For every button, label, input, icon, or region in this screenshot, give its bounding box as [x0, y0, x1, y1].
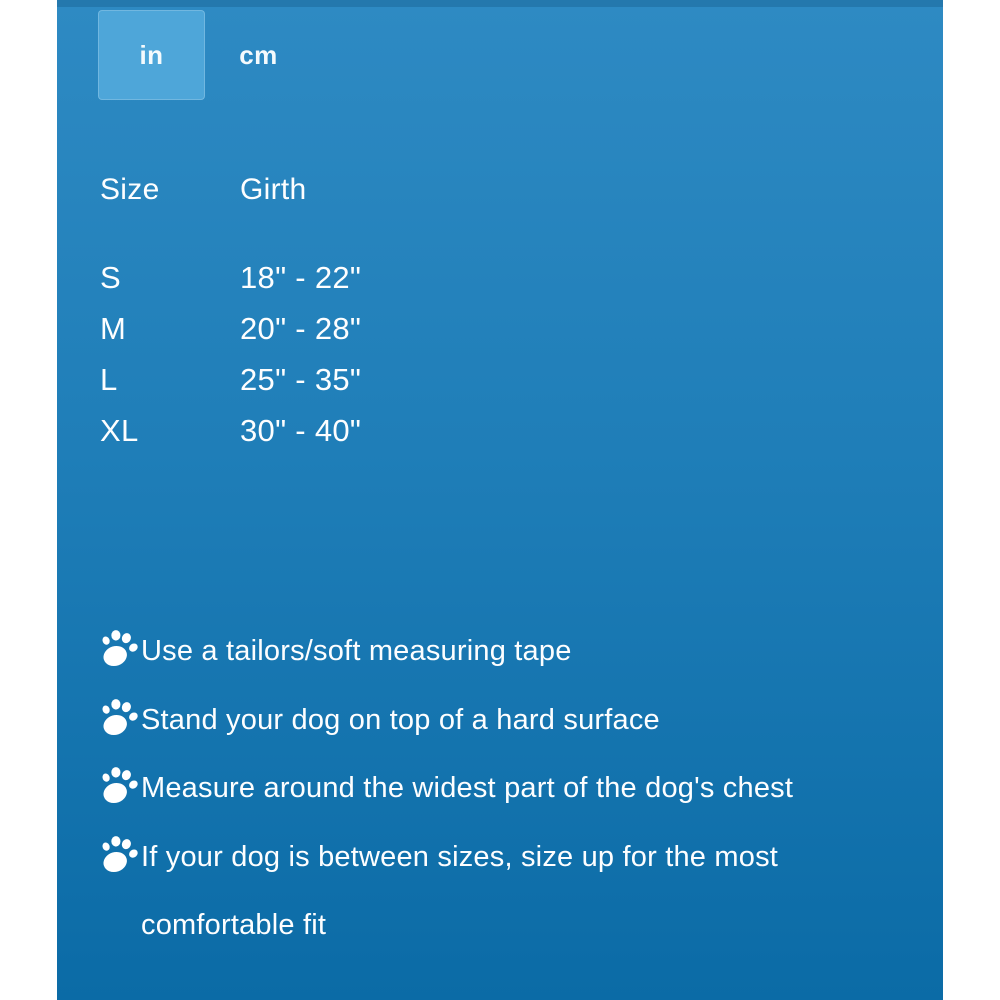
girth-column-header: Girth [240, 173, 307, 206]
list-item [97, 686, 909, 755]
girth-value: 20" - 28" [240, 310, 362, 346]
table-row [100, 354, 361, 405]
unit-tab-in[interactable]: in [98, 10, 205, 100]
tip-text: Measure around the widest part of the dog's chest [141, 772, 794, 804]
size-table [100, 252, 361, 456]
size-guide-panel [57, 0, 943, 1000]
girth-value: 18" - 22" [240, 259, 362, 295]
paw-icon [97, 698, 141, 740]
unit-toggle [98, 10, 312, 100]
table-row [100, 303, 361, 354]
size-table-header [100, 173, 307, 207]
paw-icon [97, 629, 141, 671]
girth-value: 30" - 40" [240, 412, 362, 448]
paw-icon [97, 766, 141, 808]
size-value: S [100, 259, 121, 295]
table-row [100, 405, 361, 456]
unit-tab-cm[interactable]: cm [239, 39, 278, 70]
paw-icon [97, 835, 141, 877]
measuring-tips-list [97, 617, 909, 960]
girth-value: 25" - 35" [240, 361, 362, 397]
table-row [100, 252, 361, 303]
tip-text: If your dog is between sizes, size up for the most comfortable fit [141, 840, 779, 941]
size-value: XL [100, 412, 139, 448]
size-value: L [100, 361, 118, 397]
tip-text: Use a tailors/soft measuring tape [141, 635, 572, 667]
tip-text: Stand your dog on top of a hard surface [141, 703, 660, 736]
list-item [97, 617, 909, 686]
list-item [97, 754, 909, 823]
size-value: M [100, 310, 127, 346]
size-column-header: Size [100, 173, 160, 206]
list-item [97, 823, 909, 960]
